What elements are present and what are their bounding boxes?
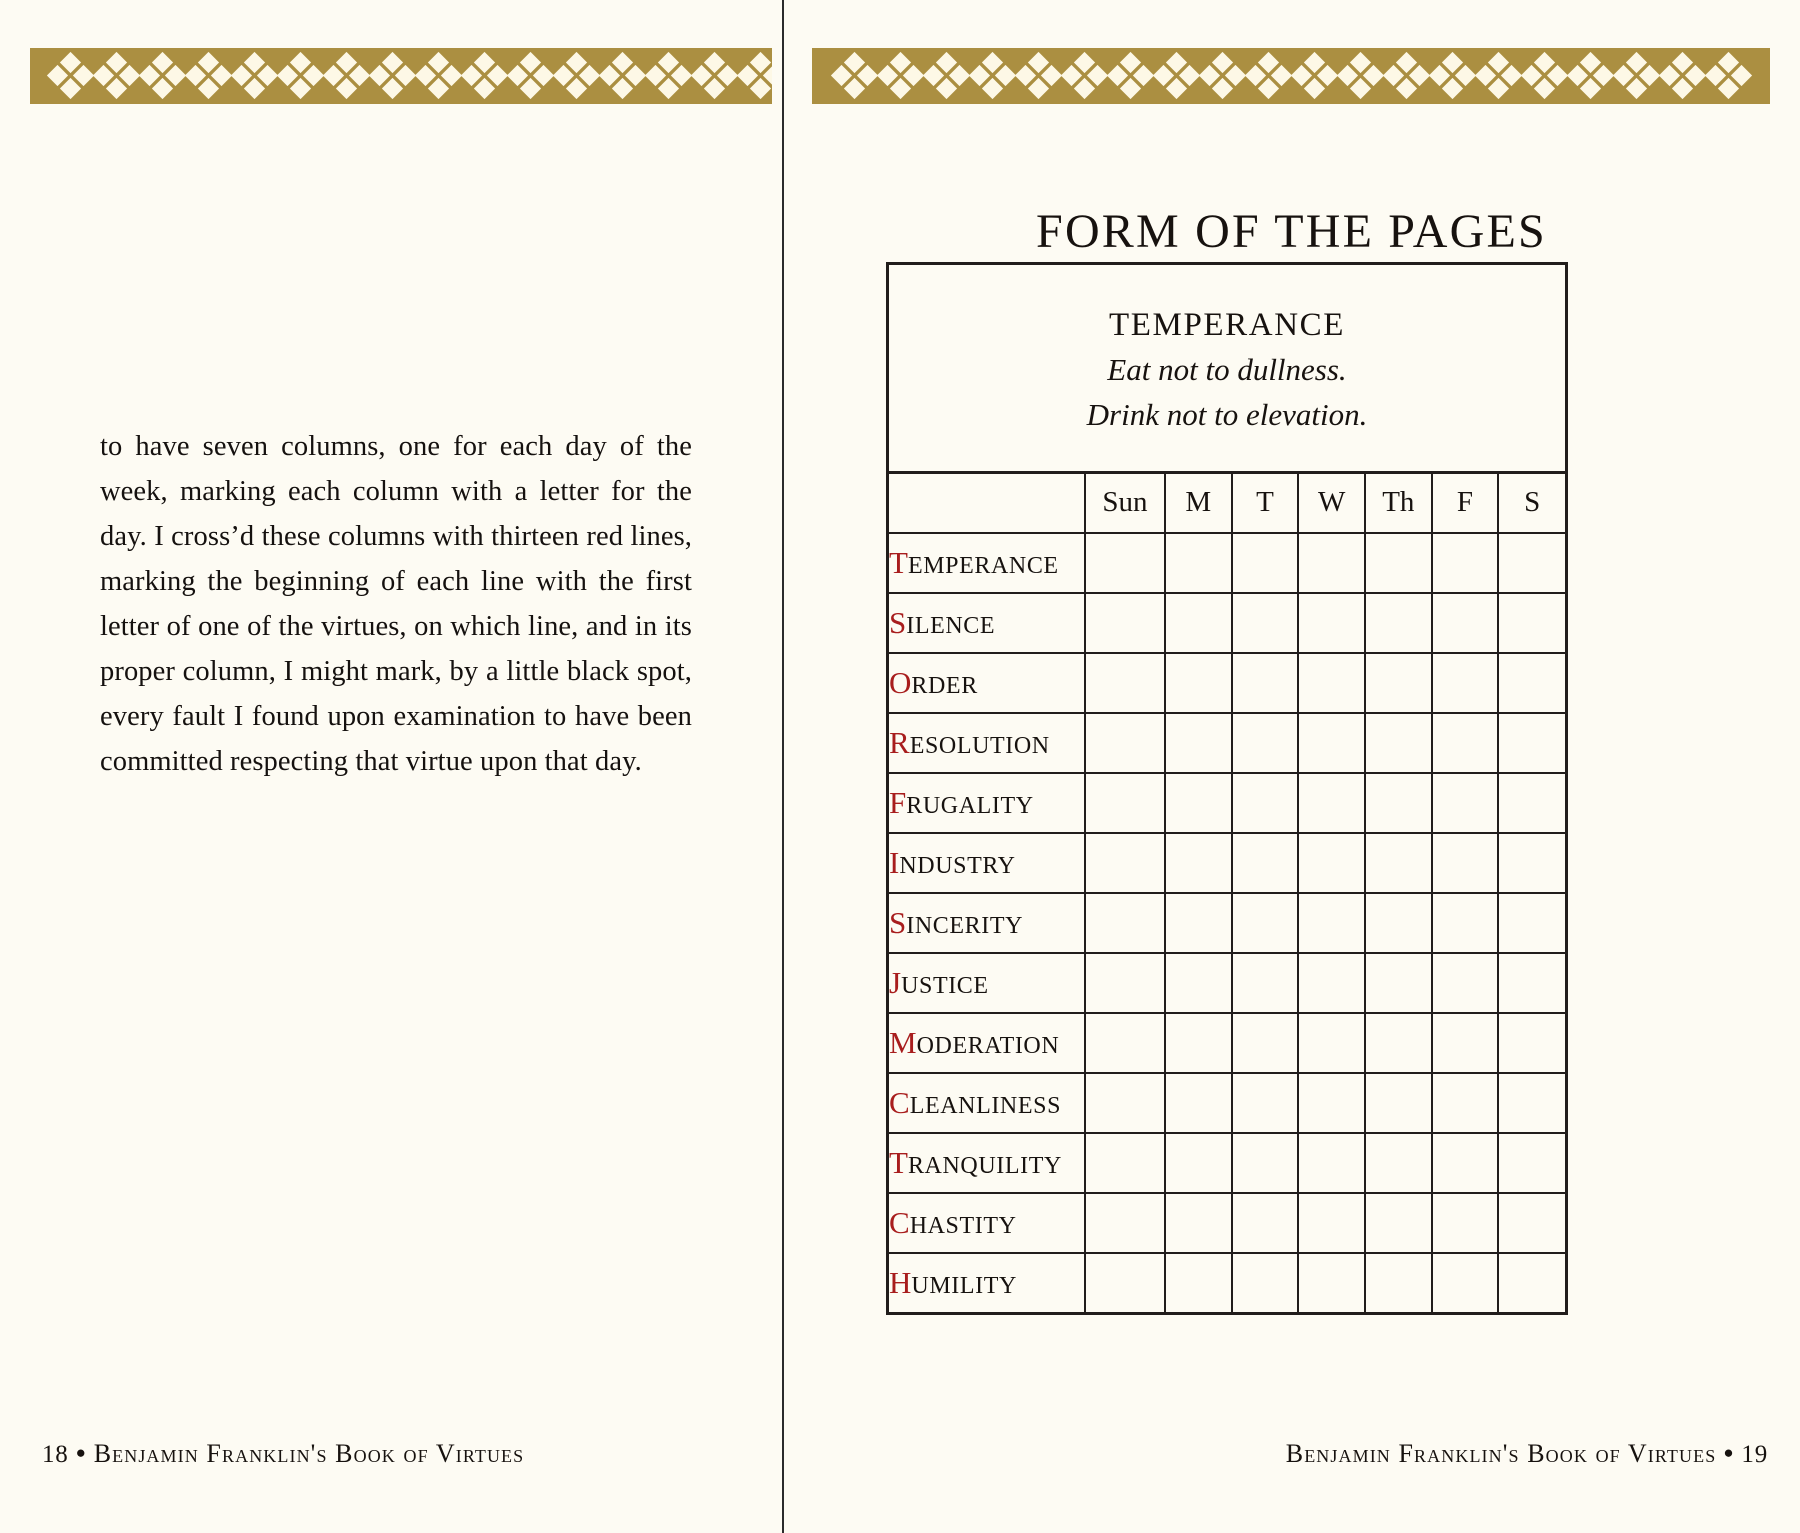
mark-cell[interactable]: [1298, 893, 1365, 953]
mark-cell[interactable]: [1085, 773, 1165, 833]
mark-cell[interactable]: [1498, 893, 1565, 953]
table-row: [889, 593, 1565, 653]
left-page: [0, 0, 783, 1533]
mark-cell[interactable]: [1365, 593, 1432, 653]
virtue-label-temperance: [889, 533, 1085, 593]
virtue-motto-line-2: Drink not to elevation.: [1086, 396, 1368, 432]
mark-cell[interactable]: [1432, 713, 1499, 773]
virtue-initial: H: [889, 1265, 912, 1301]
body-paragraph: to have seven columns, one for each day of the week, marking each column with a letter for the day. I cross’d these columns with thirteen red lines, marking the beginning of each line with the first letter of one of the virtues, on which line, and in its proper column, I might mark, by a little black spot, every fault I found upon examination to have been committed respecting that virtue upon that day.: [100, 430, 692, 777]
mark-cell[interactable]: [1498, 1013, 1565, 1073]
table-row: [889, 833, 1565, 893]
virtue-initial: T: [889, 545, 908, 581]
footer-left: [42, 1439, 524, 1469]
mark-cell[interactable]: [1365, 1133, 1432, 1193]
virtue-initial: T: [889, 1145, 908, 1181]
table-row: [889, 713, 1565, 773]
table-col-header-t: T: [1232, 474, 1299, 533]
mark-cell[interactable]: [1498, 533, 1565, 593]
table-col-header-th: Th: [1365, 474, 1432, 533]
mark-cell[interactable]: [1165, 953, 1232, 1013]
virtue-name-rest: ODERATION: [916, 1033, 1060, 1060]
mark-cell[interactable]: [1232, 773, 1299, 833]
mark-cell[interactable]: [1165, 833, 1232, 893]
virtue-label-chastity: [889, 1193, 1085, 1253]
right-page: [783, 0, 1800, 1533]
virtue-name-rest: UMILITY: [911, 1273, 1017, 1300]
mark-cell[interactable]: [1165, 1133, 1232, 1193]
virtue-label-moderation: [889, 1013, 1085, 1073]
virtue-initial: M: [889, 1025, 917, 1061]
mark-cell[interactable]: [1232, 893, 1299, 953]
virtue-name-rest: INCERITY: [906, 913, 1024, 940]
table-header: [889, 474, 1565, 533]
virtue-name-rest: RUGALITY: [906, 793, 1034, 820]
footer-book-title-right: Benjamin Franklin's Book of Virtues: [1285, 1439, 1717, 1468]
mark-cell[interactable]: [1085, 533, 1165, 593]
mark-cell[interactable]: [1298, 533, 1365, 593]
mark-cell[interactable]: [1085, 893, 1165, 953]
table-col-header-w: W: [1298, 474, 1365, 533]
mark-cell[interactable]: [1432, 1133, 1499, 1193]
mark-cell[interactable]: [1232, 533, 1299, 593]
mark-cell[interactable]: [1432, 953, 1499, 1013]
footer-bullet-left: ●: [75, 1443, 87, 1462]
mark-cell[interactable]: [1232, 653, 1299, 713]
table-row: [889, 653, 1565, 713]
mark-cell[interactable]: [1298, 653, 1365, 713]
virtue-label-frugality: [889, 773, 1085, 833]
mark-cell[interactable]: [1298, 833, 1365, 893]
mark-cell[interactable]: [1365, 1193, 1432, 1253]
mark-cell[interactable]: [1498, 953, 1565, 1013]
virtue-initial: S: [889, 605, 907, 641]
mark-cell[interactable]: [1432, 533, 1499, 593]
mark-cell[interactable]: [1365, 533, 1432, 593]
mark-cell[interactable]: [1432, 653, 1499, 713]
table-row: [889, 1253, 1565, 1312]
table-row: [889, 1013, 1565, 1073]
virtue-name-rest: LEANLINESS: [909, 1093, 1062, 1120]
virtue-label-cleanliness: [889, 1073, 1085, 1133]
mark-cell[interactable]: [1085, 653, 1165, 713]
mark-cell[interactable]: [1085, 953, 1165, 1013]
virtue-name-rest: NDUSTRY: [899, 853, 1016, 880]
mark-cell[interactable]: [1365, 1073, 1432, 1133]
mark-cell[interactable]: [1498, 833, 1565, 893]
mark-cell[interactable]: [1085, 1133, 1165, 1193]
footer-book-title-left: Benjamin Franklin's Book of Virtues: [93, 1439, 525, 1468]
mark-cell[interactable]: [1498, 593, 1565, 653]
virtue-name-rest: ESOLUTION: [909, 733, 1050, 760]
virtue-label-resolution: [889, 713, 1085, 773]
virtue-chart-card: [886, 262, 1568, 1315]
table-row: [889, 893, 1565, 953]
virtue-initial: C: [889, 1205, 910, 1241]
virtue-initial: R: [889, 725, 910, 761]
mark-cell[interactable]: [1085, 833, 1165, 893]
mark-cell[interactable]: [1298, 713, 1365, 773]
page-number-left: 18: [42, 1441, 69, 1468]
mark-cell[interactable]: [1432, 593, 1499, 653]
table-body: [889, 533, 1565, 1312]
mark-cell[interactable]: [1232, 953, 1299, 1013]
table-header-row: [889, 474, 1565, 533]
mark-cell[interactable]: [1085, 593, 1165, 653]
virtue-initial: O: [889, 665, 912, 701]
mark-cell[interactable]: [1298, 1073, 1365, 1133]
mark-cell[interactable]: [1498, 1073, 1565, 1133]
virtue-label-tranquility: [889, 1133, 1085, 1193]
mark-cell[interactable]: [1165, 653, 1232, 713]
table-col-header-f: F: [1432, 474, 1499, 533]
mark-cell[interactable]: [1232, 1253, 1299, 1312]
mark-cell[interactable]: [1085, 1073, 1165, 1133]
table-row: [889, 1193, 1565, 1253]
page-title: FORM OF THE PAGES: [1036, 205, 1547, 259]
virtue-name-rest: ILENCE: [906, 613, 996, 640]
mark-cell[interactable]: [1432, 1193, 1499, 1253]
virtue-label-order: [889, 653, 1085, 713]
mark-cell[interactable]: [1365, 1013, 1432, 1073]
mark-cell[interactable]: [1298, 593, 1365, 653]
mark-cell[interactable]: [1085, 1013, 1165, 1073]
mark-cell[interactable]: [1498, 653, 1565, 713]
virtue-initial: F: [889, 785, 907, 821]
mark-cell[interactable]: [1165, 1193, 1232, 1253]
virtue-label-justice: [889, 953, 1085, 1013]
mark-cell[interactable]: [1432, 1013, 1499, 1073]
virtue-name-rest: HASTITY: [909, 1213, 1017, 1240]
virtue-initial: I: [889, 845, 900, 881]
mark-cell[interactable]: [1498, 1253, 1565, 1312]
mark-cell[interactable]: [1232, 833, 1299, 893]
mark-cell[interactable]: [1432, 1073, 1499, 1133]
virtue-name-rest: USTICE: [901, 973, 989, 1000]
footer-right: [1286, 1439, 1768, 1469]
mark-cell[interactable]: [1085, 1193, 1165, 1253]
page-number-right: 19: [1741, 1441, 1768, 1468]
mark-cell[interactable]: [1165, 593, 1232, 653]
table-corner-cell: [889, 474, 1085, 533]
mark-cell[interactable]: [1232, 593, 1299, 653]
mark-cell[interactable]: [1432, 773, 1499, 833]
mark-cell[interactable]: [1085, 1253, 1165, 1312]
mark-cell[interactable]: [1498, 1133, 1565, 1193]
table-row: [889, 1133, 1565, 1193]
table-col-header-sun: Sun: [1085, 474, 1165, 533]
mark-cell[interactable]: [1298, 773, 1365, 833]
mark-cell[interactable]: [1165, 1253, 1232, 1312]
table-row: [889, 1073, 1565, 1133]
virtue-label-humility: [889, 1253, 1085, 1312]
mark-cell[interactable]: [1365, 893, 1432, 953]
mark-cell[interactable]: [1232, 1133, 1299, 1193]
virtue-label-sincerity: [889, 893, 1085, 953]
mark-cell[interactable]: [1298, 953, 1365, 1013]
mark-cell[interactable]: [1365, 653, 1432, 713]
mark-cell[interactable]: [1365, 833, 1432, 893]
mark-cell[interactable]: [1298, 1193, 1365, 1253]
table-col-header-m: M: [1165, 474, 1232, 533]
virtue-initial: C: [889, 1085, 910, 1121]
mark-cell[interactable]: [1365, 953, 1432, 1013]
table-col-header-s: S: [1498, 474, 1565, 533]
footer-bullet-right: ●: [1723, 1443, 1735, 1462]
virtue-initial: J: [889, 965, 902, 1001]
mark-cell[interactable]: [1432, 1253, 1499, 1312]
virtue-motto-line-1: Eat not to dullness.: [1107, 352, 1347, 388]
mark-cell[interactable]: [1232, 713, 1299, 773]
mark-cell[interactable]: [1232, 1193, 1299, 1253]
mark-cell[interactable]: [1165, 1073, 1232, 1133]
virtue-name-rest: RDER: [911, 673, 978, 700]
mark-cell[interactable]: [1298, 1133, 1365, 1193]
virtue-name-rest: EMPERANCE: [907, 553, 1059, 580]
table-row: [889, 773, 1565, 833]
mark-cell[interactable]: [1365, 773, 1432, 833]
mark-cell[interactable]: [1165, 533, 1232, 593]
mark-cell[interactable]: [1498, 773, 1565, 833]
virtue-tracking-table: [889, 474, 1565, 1312]
mark-cell[interactable]: [1298, 1253, 1365, 1312]
mark-cell[interactable]: [1165, 1013, 1232, 1073]
mark-cell[interactable]: [1232, 1073, 1299, 1133]
mark-cell[interactable]: [1232, 1013, 1299, 1073]
mark-cell[interactable]: [1365, 1253, 1432, 1312]
virtue-name-rest: RANQUILITY: [907, 1153, 1062, 1180]
mark-cell[interactable]: [1165, 773, 1232, 833]
mark-cell[interactable]: [1432, 833, 1499, 893]
mark-cell[interactable]: [1432, 893, 1499, 953]
mark-cell[interactable]: [1085, 713, 1165, 773]
mark-cell[interactable]: [1165, 893, 1232, 953]
virtue-chart-title: TEMPERANCE: [1108, 307, 1345, 343]
virtue-label-industry: [889, 833, 1085, 893]
table-row: [889, 953, 1565, 1013]
mark-cell[interactable]: [1498, 1193, 1565, 1253]
mark-cell[interactable]: [1365, 713, 1432, 773]
virtue-label-silence: [889, 593, 1085, 653]
mark-cell[interactable]: [1165, 713, 1232, 773]
table-row: [889, 533, 1565, 593]
mark-cell[interactable]: [1498, 713, 1565, 773]
virtue-initial: S: [889, 905, 907, 941]
mark-cell[interactable]: [1298, 1013, 1365, 1073]
virtue-chart-header: [889, 265, 1565, 474]
